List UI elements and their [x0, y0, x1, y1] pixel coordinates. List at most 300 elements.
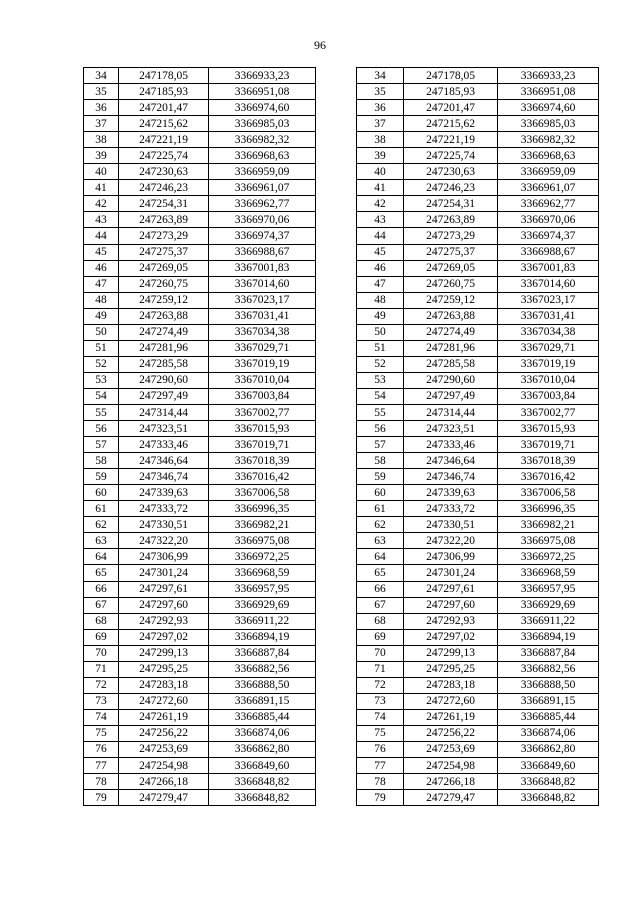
y-coordinate-cell: 3366885,44: [498, 709, 599, 725]
y-coordinate-cell: 3367014,60: [209, 276, 316, 292]
y-coordinate-cell: 3366957,95: [498, 581, 599, 597]
table-row: [357, 725, 599, 741]
table-row: [357, 356, 599, 372]
x-coordinate-cell: 247330,51: [119, 517, 209, 533]
x-coordinate-cell: 247297,49: [404, 388, 498, 404]
x-coordinate-cell: 247275,37: [119, 244, 209, 260]
table-row: [84, 629, 316, 645]
table-row: [84, 741, 316, 757]
table-row: [84, 68, 316, 84]
point-number-cell: 64: [357, 549, 404, 565]
table-row: [84, 469, 316, 485]
y-coordinate-cell: 3366982,21: [209, 517, 316, 533]
point-number-cell: 68: [357, 613, 404, 629]
x-coordinate-cell: 247333,72: [119, 501, 209, 517]
y-coordinate-cell: 3366891,15: [498, 693, 599, 709]
point-number-cell: 66: [357, 581, 404, 597]
y-coordinate-cell: 3366887,84: [209, 645, 316, 661]
x-coordinate-cell: 247215,62: [119, 116, 209, 132]
point-number-cell: 77: [84, 758, 119, 774]
table-row: [357, 180, 599, 196]
x-coordinate-cell: 247269,05: [119, 260, 209, 276]
point-number-cell: 49: [357, 308, 404, 324]
x-coordinate-cell: 247290,60: [404, 372, 498, 388]
point-number-cell: 54: [357, 388, 404, 404]
x-coordinate-cell: 247256,22: [119, 725, 209, 741]
x-coordinate-cell: 247297,49: [119, 388, 209, 404]
x-coordinate-cell: 247259,12: [119, 292, 209, 308]
table-row: [357, 260, 599, 276]
y-coordinate-cell: 3367015,93: [498, 421, 599, 437]
y-coordinate-cell: 3366968,63: [209, 148, 316, 164]
point-number-cell: 65: [357, 565, 404, 581]
y-coordinate-cell: 3366962,77: [498, 196, 599, 212]
y-coordinate-cell: 3366885,44: [209, 709, 316, 725]
x-coordinate-cell: 247254,98: [119, 758, 209, 774]
x-coordinate-cell: 247263,89: [119, 212, 209, 228]
point-number-cell: 59: [84, 469, 119, 485]
x-coordinate-cell: 247266,18: [119, 774, 209, 790]
y-coordinate-cell: 3367016,42: [209, 469, 316, 485]
table-row: [84, 790, 316, 806]
point-number-cell: 43: [84, 212, 119, 228]
point-number-cell: 61: [357, 501, 404, 517]
x-coordinate-cell: 247281,96: [119, 340, 209, 356]
x-coordinate-cell: 247285,58: [404, 356, 498, 372]
y-coordinate-cell: 3367010,04: [209, 372, 316, 388]
x-coordinate-cell: 247263,88: [404, 308, 498, 324]
x-coordinate-cell: 247297,60: [119, 597, 209, 613]
y-coordinate-cell: 3366894,19: [209, 629, 316, 645]
y-coordinate-cell: 3367034,38: [498, 324, 599, 340]
point-number-cell: 36: [357, 100, 404, 116]
y-coordinate-cell: 3366988,67: [209, 244, 316, 260]
point-number-cell: 45: [357, 244, 404, 260]
x-coordinate-cell: 247346,64: [119, 453, 209, 469]
x-coordinate-cell: 247297,02: [119, 629, 209, 645]
point-number-cell: 48: [357, 292, 404, 308]
table-row: [84, 100, 316, 116]
point-number-cell: 52: [357, 356, 404, 372]
table-row: [357, 84, 599, 100]
point-number-cell: 79: [84, 790, 119, 806]
x-coordinate-cell: 247185,93: [119, 84, 209, 100]
y-coordinate-cell: 3366848,82: [209, 790, 316, 806]
point-number-cell: 40: [84, 164, 119, 180]
point-number-cell: 69: [357, 629, 404, 645]
table-row: [84, 148, 316, 164]
table-row: [84, 565, 316, 581]
x-coordinate-cell: 247306,99: [119, 549, 209, 565]
table-row: [84, 356, 316, 372]
x-coordinate-cell: 247274,49: [404, 324, 498, 340]
table-row: [84, 597, 316, 613]
x-coordinate-cell: 247254,31: [404, 196, 498, 212]
table-row: [84, 132, 316, 148]
point-number-cell: 38: [357, 132, 404, 148]
point-number-cell: 74: [84, 709, 119, 725]
table-row: [84, 260, 316, 276]
table-row: [357, 164, 599, 180]
table-row: [84, 645, 316, 661]
table-row: [357, 469, 599, 485]
table-row: [84, 388, 316, 404]
y-coordinate-cell: 3366957,95: [209, 581, 316, 597]
table-row: [357, 421, 599, 437]
x-coordinate-cell: 247246,23: [404, 180, 498, 196]
table-row: [357, 116, 599, 132]
x-coordinate-cell: 247221,19: [119, 132, 209, 148]
table-row: [84, 228, 316, 244]
point-number-cell: 70: [84, 645, 119, 661]
x-coordinate-cell: 247246,23: [119, 180, 209, 196]
point-number-cell: 55: [84, 404, 119, 420]
y-coordinate-cell: 3366882,56: [209, 661, 316, 677]
point-number-cell: 68: [84, 613, 119, 629]
point-number-cell: 67: [84, 597, 119, 613]
table-row: [357, 228, 599, 244]
table-row: [84, 453, 316, 469]
y-coordinate-cell: 3367019,19: [498, 356, 599, 372]
table-row: [84, 774, 316, 790]
x-coordinate-cell: 247221,19: [404, 132, 498, 148]
point-number-cell: 34: [357, 68, 404, 84]
table-row: [357, 549, 599, 565]
table-row: [357, 533, 599, 549]
y-coordinate-cell: 3367001,83: [498, 260, 599, 276]
point-number-cell: 71: [357, 661, 404, 677]
y-coordinate-cell: 3367002,77: [209, 404, 316, 420]
table-row: [357, 501, 599, 517]
x-coordinate-cell: 247215,62: [404, 116, 498, 132]
table-row: [357, 324, 599, 340]
point-number-cell: 50: [357, 324, 404, 340]
y-coordinate-cell: 3366959,09: [498, 164, 599, 180]
x-coordinate-cell: 247346,74: [119, 469, 209, 485]
point-number-cell: 53: [357, 372, 404, 388]
point-number-cell: 41: [357, 180, 404, 196]
point-number-cell: 72: [357, 677, 404, 693]
table-row: [84, 709, 316, 725]
point-number-cell: 78: [357, 774, 404, 790]
point-number-cell: 41: [84, 180, 119, 196]
x-coordinate-cell: 247201,47: [404, 100, 498, 116]
y-coordinate-cell: 3366911,22: [498, 613, 599, 629]
x-coordinate-cell: 247201,47: [119, 100, 209, 116]
y-coordinate-cell: 3366968,59: [209, 565, 316, 581]
table-row: [84, 244, 316, 260]
x-coordinate-cell: 247260,75: [404, 276, 498, 292]
y-coordinate-cell: 3366959,09: [209, 164, 316, 180]
table-row: [357, 629, 599, 645]
table-row: [357, 308, 599, 324]
x-coordinate-cell: 247290,60: [119, 372, 209, 388]
x-coordinate-cell: 247273,29: [119, 228, 209, 244]
x-coordinate-cell: 247297,61: [404, 581, 498, 597]
y-coordinate-cell: 3367029,71: [498, 340, 599, 356]
table-row: [84, 372, 316, 388]
x-coordinate-cell: 247306,99: [404, 549, 498, 565]
point-number-cell: 42: [84, 196, 119, 212]
point-number-cell: 34: [84, 68, 119, 84]
table-row: [84, 501, 316, 517]
table-row: [84, 340, 316, 356]
point-number-cell: 71: [84, 661, 119, 677]
point-number-cell: 75: [357, 725, 404, 741]
table-row: [84, 437, 316, 453]
point-number-cell: 73: [84, 693, 119, 709]
y-coordinate-cell: 3366975,08: [209, 533, 316, 549]
point-number-cell: 44: [84, 228, 119, 244]
y-coordinate-cell: 3366982,21: [498, 517, 599, 533]
point-number-cell: 55: [357, 404, 404, 420]
point-number-cell: 42: [357, 196, 404, 212]
x-coordinate-cell: 247297,60: [404, 597, 498, 613]
table-row: [357, 404, 599, 420]
y-coordinate-cell: 3366887,84: [498, 645, 599, 661]
y-coordinate-cell: 3366894,19: [498, 629, 599, 645]
y-coordinate-cell: 3366974,60: [498, 100, 599, 116]
x-coordinate-cell: 247346,64: [404, 453, 498, 469]
point-number-cell: 39: [357, 148, 404, 164]
x-coordinate-cell: 247292,93: [119, 613, 209, 629]
x-coordinate-cell: 247322,20: [119, 533, 209, 549]
table-row: [84, 292, 316, 308]
point-number-cell: 51: [357, 340, 404, 356]
x-coordinate-cell: 247253,69: [404, 741, 498, 757]
x-coordinate-cell: 247285,58: [119, 356, 209, 372]
table-row: [84, 533, 316, 549]
y-coordinate-cell: 3366848,82: [209, 774, 316, 790]
y-coordinate-cell: 3366974,37: [498, 228, 599, 244]
point-number-cell: 45: [84, 244, 119, 260]
x-coordinate-cell: 247185,93: [404, 84, 498, 100]
y-coordinate-cell: 3367001,83: [209, 260, 316, 276]
y-coordinate-cell: 3367019,71: [498, 437, 599, 453]
table-row: [357, 196, 599, 212]
table-row: [84, 404, 316, 420]
table-row: [357, 148, 599, 164]
y-coordinate-cell: 3366848,82: [498, 790, 599, 806]
y-coordinate-cell: 3367003,84: [209, 388, 316, 404]
y-coordinate-cell: 3367006,58: [209, 485, 316, 501]
point-number-cell: 70: [357, 645, 404, 661]
x-coordinate-cell: 247263,89: [404, 212, 498, 228]
table-row: [84, 661, 316, 677]
x-coordinate-cell: 247272,60: [119, 693, 209, 709]
point-number-cell: 60: [357, 485, 404, 501]
x-coordinate-cell: 247263,88: [119, 308, 209, 324]
y-coordinate-cell: 3366911,22: [209, 613, 316, 629]
y-coordinate-cell: 3366891,15: [209, 693, 316, 709]
table-row: [84, 180, 316, 196]
x-coordinate-cell: 247225,74: [119, 148, 209, 164]
x-coordinate-cell: 247301,24: [119, 565, 209, 581]
table-row: [357, 677, 599, 693]
point-number-cell: 63: [84, 533, 119, 549]
coordinates-table-right-body: [357, 68, 599, 806]
x-coordinate-cell: 247323,51: [404, 421, 498, 437]
table-row: [84, 517, 316, 533]
x-coordinate-cell: 247254,98: [404, 758, 498, 774]
table-row: [357, 774, 599, 790]
point-number-cell: 52: [84, 356, 119, 372]
table-row: [357, 790, 599, 806]
x-coordinate-cell: 247323,51: [119, 421, 209, 437]
table-row: [357, 132, 599, 148]
table-row: [357, 581, 599, 597]
x-coordinate-cell: 247279,47: [119, 790, 209, 806]
y-coordinate-cell: 3366985,03: [209, 116, 316, 132]
x-coordinate-cell: 247178,05: [119, 68, 209, 84]
point-number-cell: 61: [84, 501, 119, 517]
y-coordinate-cell: 3367019,19: [209, 356, 316, 372]
table-row: [357, 517, 599, 533]
y-coordinate-cell: 3366951,08: [498, 84, 599, 100]
x-coordinate-cell: 247297,02: [404, 629, 498, 645]
point-number-cell: 46: [357, 260, 404, 276]
y-coordinate-cell: 3366848,82: [498, 774, 599, 790]
y-coordinate-cell: 3366968,63: [498, 148, 599, 164]
x-coordinate-cell: 247299,13: [404, 645, 498, 661]
coordinates-table-left-body: [84, 68, 316, 806]
y-coordinate-cell: 3366862,80: [209, 741, 316, 757]
y-coordinate-cell: 3367014,60: [498, 276, 599, 292]
table-row: [357, 485, 599, 501]
point-number-cell: 38: [84, 132, 119, 148]
y-coordinate-cell: 3366974,60: [209, 100, 316, 116]
point-number-cell: 65: [84, 565, 119, 581]
x-coordinate-cell: 247283,18: [404, 677, 498, 693]
point-number-cell: 64: [84, 549, 119, 565]
table-row: [357, 741, 599, 757]
table-row: [357, 693, 599, 709]
point-number-cell: 72: [84, 677, 119, 693]
y-coordinate-cell: 3366929,69: [209, 597, 316, 613]
table-row: [357, 565, 599, 581]
x-coordinate-cell: 247339,63: [404, 485, 498, 501]
point-number-cell: 48: [84, 292, 119, 308]
y-coordinate-cell: 3367023,17: [498, 292, 599, 308]
table-row: [357, 661, 599, 677]
point-number-cell: 66: [84, 581, 119, 597]
y-coordinate-cell: 3366874,06: [209, 725, 316, 741]
table-row: [84, 549, 316, 565]
y-coordinate-cell: 3367031,41: [498, 308, 599, 324]
x-coordinate-cell: 247260,75: [119, 276, 209, 292]
x-coordinate-cell: 247283,18: [119, 677, 209, 693]
point-number-cell: 51: [84, 340, 119, 356]
point-number-cell: 35: [357, 84, 404, 100]
point-number-cell: 37: [84, 116, 119, 132]
y-coordinate-cell: 3366985,03: [498, 116, 599, 132]
point-number-cell: 76: [84, 741, 119, 757]
x-coordinate-cell: 247292,93: [404, 613, 498, 629]
y-coordinate-cell: 3366961,07: [209, 180, 316, 196]
table-row: [84, 164, 316, 180]
table-row: [357, 372, 599, 388]
point-number-cell: 79: [357, 790, 404, 806]
table-row: [84, 421, 316, 437]
table-row: [357, 613, 599, 629]
y-coordinate-cell: 3366970,06: [209, 212, 316, 228]
y-coordinate-cell: 3366974,37: [209, 228, 316, 244]
table-row: [84, 196, 316, 212]
x-coordinate-cell: 247314,44: [404, 404, 498, 420]
table-row: [357, 597, 599, 613]
x-coordinate-cell: 247272,60: [404, 693, 498, 709]
table-row: [357, 709, 599, 725]
x-coordinate-cell: 247253,69: [119, 741, 209, 757]
point-number-cell: 35: [84, 84, 119, 100]
x-coordinate-cell: 247269,05: [404, 260, 498, 276]
x-coordinate-cell: 247322,20: [404, 533, 498, 549]
page-number: 96: [314, 38, 326, 52]
y-coordinate-cell: 3366975,08: [498, 533, 599, 549]
y-coordinate-cell: 3366996,35: [498, 501, 599, 517]
x-coordinate-cell: 247254,31: [119, 196, 209, 212]
y-coordinate-cell: 3367029,71: [209, 340, 316, 356]
y-coordinate-cell: 3366972,25: [209, 549, 316, 565]
point-number-cell: 47: [84, 276, 119, 292]
x-coordinate-cell: 247295,25: [404, 661, 498, 677]
table-row: [357, 340, 599, 356]
y-coordinate-cell: 3366982,32: [209, 132, 316, 148]
y-coordinate-cell: 3366961,07: [498, 180, 599, 196]
y-coordinate-cell: 3367015,93: [209, 421, 316, 437]
y-coordinate-cell: 3367031,41: [209, 308, 316, 324]
table-row: [84, 693, 316, 709]
x-coordinate-cell: 247299,13: [119, 645, 209, 661]
point-number-cell: 76: [357, 741, 404, 757]
table-row: [357, 244, 599, 260]
table-row: [357, 453, 599, 469]
point-number-cell: 73: [357, 693, 404, 709]
x-coordinate-cell: 247339,63: [119, 485, 209, 501]
table-row: [84, 308, 316, 324]
point-number-cell: 69: [84, 629, 119, 645]
table-row: [84, 485, 316, 501]
y-coordinate-cell: 3367010,04: [498, 372, 599, 388]
x-coordinate-cell: 247333,72: [404, 501, 498, 517]
x-coordinate-cell: 247330,51: [404, 517, 498, 533]
point-number-cell: 60: [84, 485, 119, 501]
y-coordinate-cell: 3367034,38: [209, 324, 316, 340]
y-coordinate-cell: 3366988,67: [498, 244, 599, 260]
point-number-cell: 36: [84, 100, 119, 116]
table-row: [84, 613, 316, 629]
point-number-cell: 74: [357, 709, 404, 725]
table-row: [357, 68, 599, 84]
table-row: [84, 276, 316, 292]
y-coordinate-cell: 3366888,50: [498, 677, 599, 693]
table-row: [84, 725, 316, 741]
point-number-cell: 56: [84, 421, 119, 437]
table-row: [84, 212, 316, 228]
point-number-cell: 57: [84, 437, 119, 453]
point-number-cell: 40: [357, 164, 404, 180]
x-coordinate-cell: 247333,46: [404, 437, 498, 453]
point-number-cell: 50: [84, 324, 119, 340]
x-coordinate-cell: 247230,63: [119, 164, 209, 180]
x-coordinate-cell: 247346,74: [404, 469, 498, 485]
table-row: [84, 84, 316, 100]
point-number-cell: 37: [357, 116, 404, 132]
point-number-cell: 77: [357, 758, 404, 774]
x-coordinate-cell: 247295,25: [119, 661, 209, 677]
table-row: [84, 758, 316, 774]
y-coordinate-cell: 3367018,39: [209, 453, 316, 469]
